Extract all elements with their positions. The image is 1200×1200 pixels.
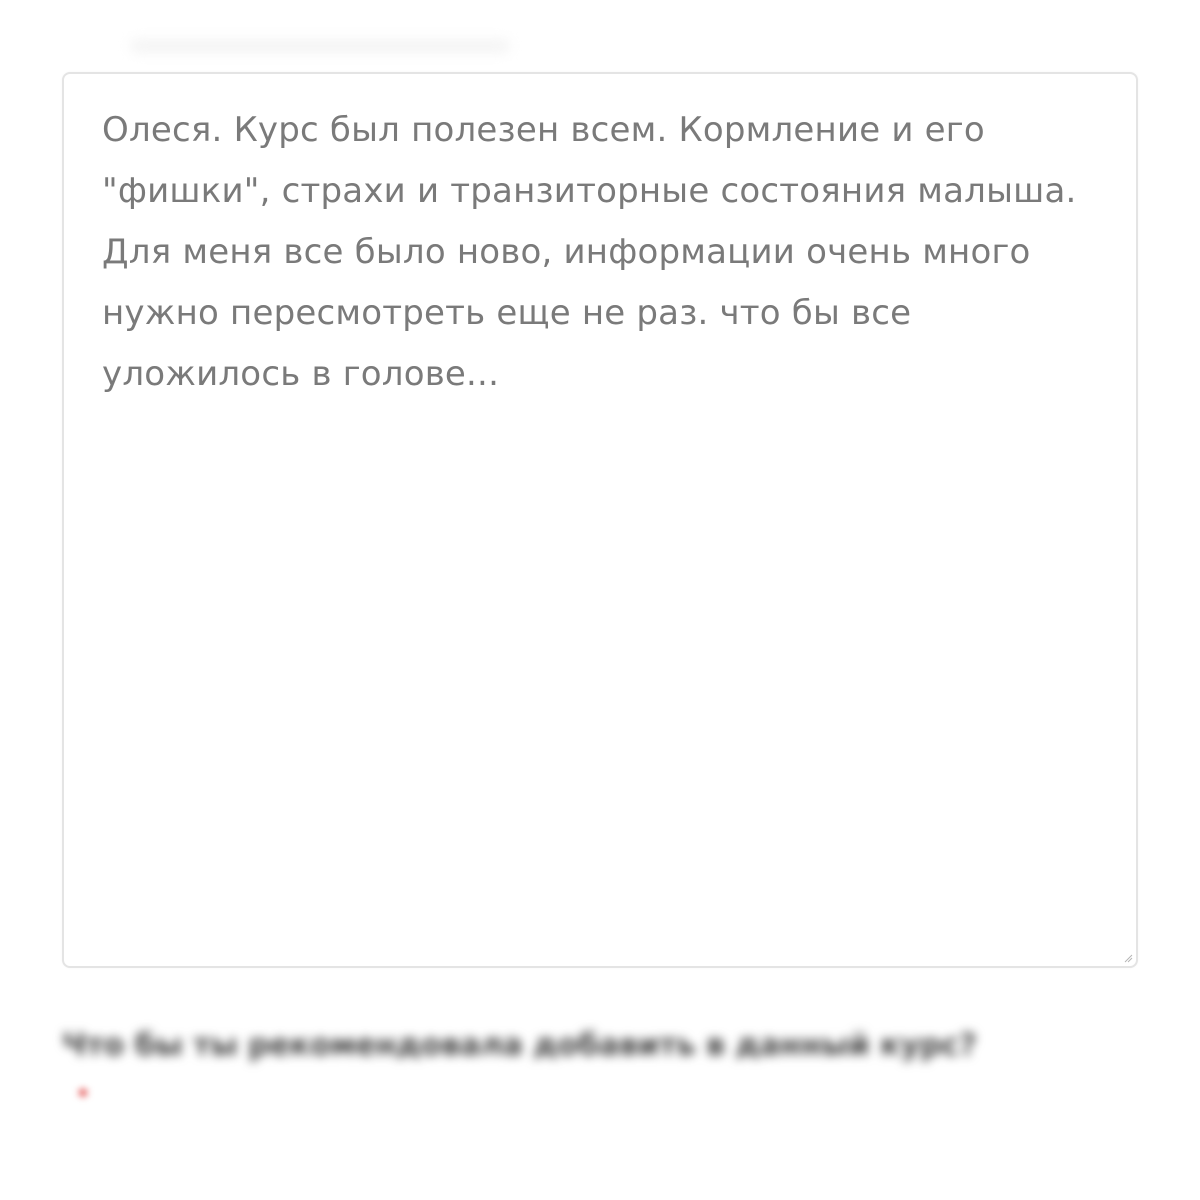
answer-text: Олеся. Курс был полезен всем. Кормление и его "фишки", страхи и транзиторные состояния малыша. Для меня все было ново, информации очень много нужно пересмотреть еще не раз. что бы все уложилось в голове... [102, 110, 1088, 394]
next-question-label: Что бы ты рекомендовала добавить в данный курс? [62, 1028, 977, 1063]
required-marker: * [76, 1081, 90, 1114]
resize-handle-icon[interactable] [1123, 953, 1133, 963]
answer-textarea[interactable] [62, 72, 1138, 968]
blurred-previous-label [130, 40, 510, 52]
